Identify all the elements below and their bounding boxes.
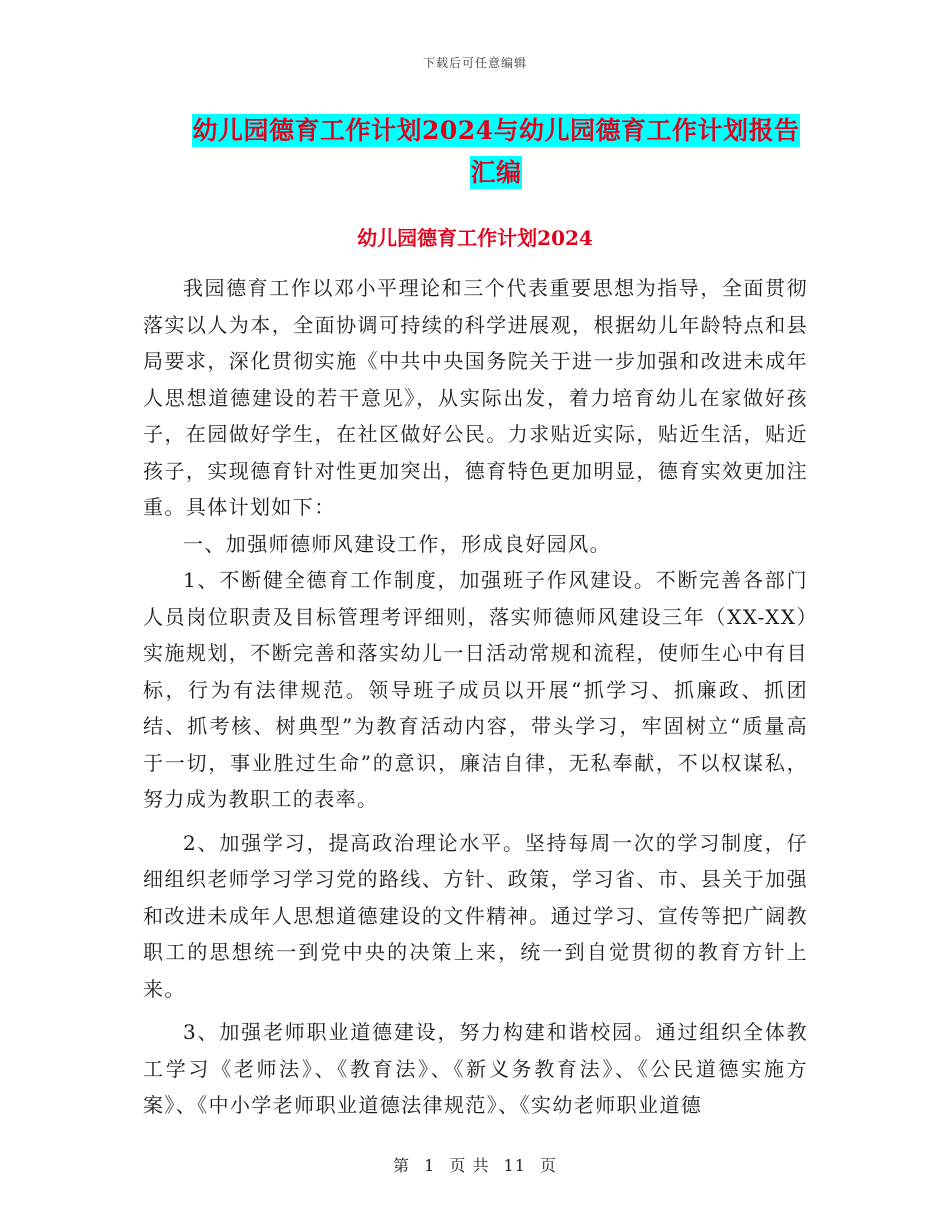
page-label-suffix: 页: [540, 1156, 558, 1175]
paragraph-item-3: 3、加强老师职业道德建设，努力构建和谐校园。通过组织全体教工学习《老师法》、《教育法》、《新义务教育法》、《公民道德实施方案》、《中小学老师职业道德法律规范》、《实幼老师职业道德: [143, 1020, 808, 1117]
page-footer: [0, 1153, 950, 1176]
header-note: 下载后可任意编辑: [422, 56, 527, 70]
page-label-prefix: 第: [392, 1156, 410, 1175]
section-title: 幼儿园德育工作计划2024: [357, 226, 593, 250]
document-title: [186, 110, 806, 194]
document-body: [143, 270, 808, 1124]
paragraph-item-2: 2、加强学习，提高政治理论水平。坚持每周一次的学习制度，仔细组织老师学习学习党的路线、方针、政策，学习省、市、县关于加强和改进未成年人思想道德建设的文件精神。通过学习、宣传等把广阔教职工的思想统一到党中央的决策上来，统一到自觉贯彻的教育方针上来。: [143, 830, 808, 1001]
total-pages: 11: [503, 1156, 526, 1175]
paragraph-item-1: 1、不断健全德育工作制度，加强班子作风建设。不断完善各部门人员岗位职责及目标管理考评细则，落实师德师风建设三年（XX-XX）实施规划，不断完善和落实幼儿一日活动常规和流程，使师生心中有目标，行为有法律规范。领导班子成员以开展“抓学习、抓廉政、抓团结、抓考核、树典型”为教育活动内容，带头学习，牢固树立“质量高于一切，事业胜过生命”的意识，廉洁自律，无私奉献，不以权谋私，努力成为教职工的表率。: [143, 568, 808, 811]
document-title-line-2: 汇编: [470, 158, 522, 187]
paragraph-heading-1: 一、加强师德师风建设工作，形成良好园风。: [183, 531, 611, 556]
document-title-line-1: 幼儿园德育工作计划2024与幼儿园德育工作计划报告: [192, 116, 800, 145]
page-label-mid: 页 共: [449, 1156, 490, 1175]
page-number: 1: [424, 1156, 436, 1175]
paragraph-intro: 我园德育工作以邓小平理论和三个代表重要思想为指导，全面贯彻落实以人为本，全面协调可持续的科学进展观，根据幼儿年龄特点和县局要求，深化贯彻实施《中共中央国务院关于进一步加强和改进未成年人思想道德建设的若干意见》，从实际出发，着力培育幼儿在家做好孩子，在园做好学生，在社区做好公民。力求贴近实际，贴近生活，贴近孩子，实现德育针对性更加突出，德育特色更加明显，德育实效更加注重。具体计划如下：: [143, 276, 808, 519]
